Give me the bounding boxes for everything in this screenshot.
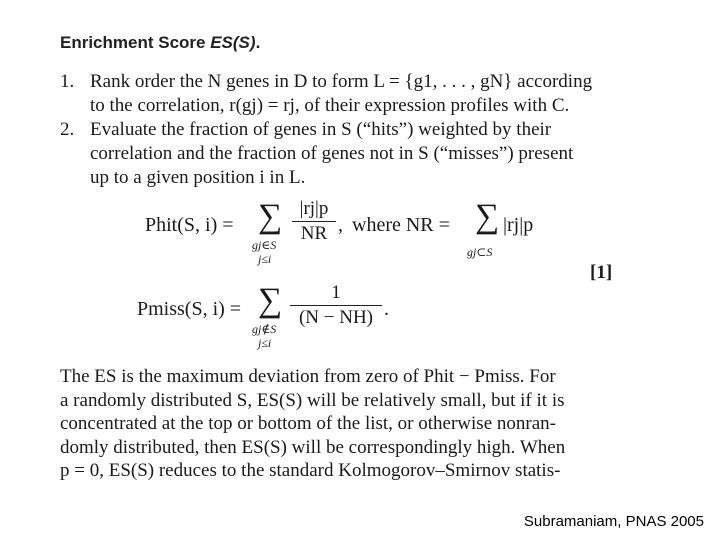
- paragraph-line-1: The ES is the maximum deviation from zero of Phit − Pmiss. For: [60, 366, 556, 387]
- step-1-line-2: to the correlation, r(gj) = rj, of their expression profiles with C.: [90, 95, 570, 116]
- equation-miss-numerator: 1: [331, 282, 341, 303]
- equation-hit-where-sum-under: gj⊂S: [467, 245, 493, 259]
- equation-hit-where-term: |rj|p: [503, 214, 534, 236]
- step-2-number: 2.: [60, 119, 75, 140]
- step-1-line-1: Rank order the N genes in D to form L = {g1, . . . , gN} according: [90, 71, 593, 92]
- equation-miss-denominator: (N − NH): [298, 307, 374, 328]
- body-paragraph: [60, 365, 630, 483]
- heading-text: Enrichment Score: [60, 33, 211, 52]
- equation-hit-where: where NR =: [352, 214, 450, 236]
- paragraph-line-2: a randomly distributed S, ES(S) will be relatively small, but if it is: [60, 389, 565, 411]
- step-2-line-3: up to a given position i in L.: [90, 167, 306, 188]
- citation: Subramaniam, PNAS 2005: [523, 513, 704, 530]
- equation-miss-period: .: [384, 298, 389, 320]
- equation-hit-lhs: Phit(S, i) =: [145, 214, 234, 236]
- fraction-bar: [290, 305, 382, 306]
- heading-symbol: ES(S): [210, 33, 256, 52]
- heading-suffix: .: [255, 33, 261, 52]
- equation-miss-sum-sign: ∑: [258, 282, 283, 319]
- paragraph-line-5: p = 0, ES(S) reduces to the standard Kolmogorov–Smirnov statis-: [60, 460, 561, 481]
- step-2-line-1: Evaluate the fraction of genes in S (“hits”) weighted by their: [90, 119, 552, 140]
- equation-hit-sum-under-2: j≤i: [258, 252, 272, 266]
- equation-hit-numerator: |rj|p: [299, 198, 329, 219]
- equation-number: [1]: [590, 262, 613, 283]
- section-heading: [60, 33, 260, 53]
- step-2-line-2: correlation and the fraction of genes not in S (“misses”) present: [90, 143, 574, 164]
- equation-miss-sum-under-2: j≤i: [258, 336, 272, 350]
- equation-hit-sum-under-1: gj∈S: [252, 238, 277, 252]
- equation-hit-sum-sign: ∑: [258, 198, 283, 235]
- equation-miss-lhs: Pmiss(S, i) =: [137, 298, 242, 320]
- equation-miss-fraction: [290, 282, 382, 329]
- equation-hit-comma: ,: [338, 214, 343, 236]
- equation-hit-where-sum-sign: ∑: [475, 198, 500, 235]
- paragraph-line-3: concentrated at the top or bottom of the list, or otherwise nonran-: [60, 413, 556, 434]
- equation-miss-sum-under-1: gj∉S: [252, 322, 277, 336]
- equation-hit-fraction: [292, 198, 336, 245]
- equation-hit-denominator: NR: [300, 223, 328, 244]
- paragraph-line-4: domly distributed, then ES(S) will be correspondingly high. When: [60, 436, 566, 458]
- fraction-bar: [292, 221, 336, 222]
- step-1-number: 1.: [60, 71, 75, 92]
